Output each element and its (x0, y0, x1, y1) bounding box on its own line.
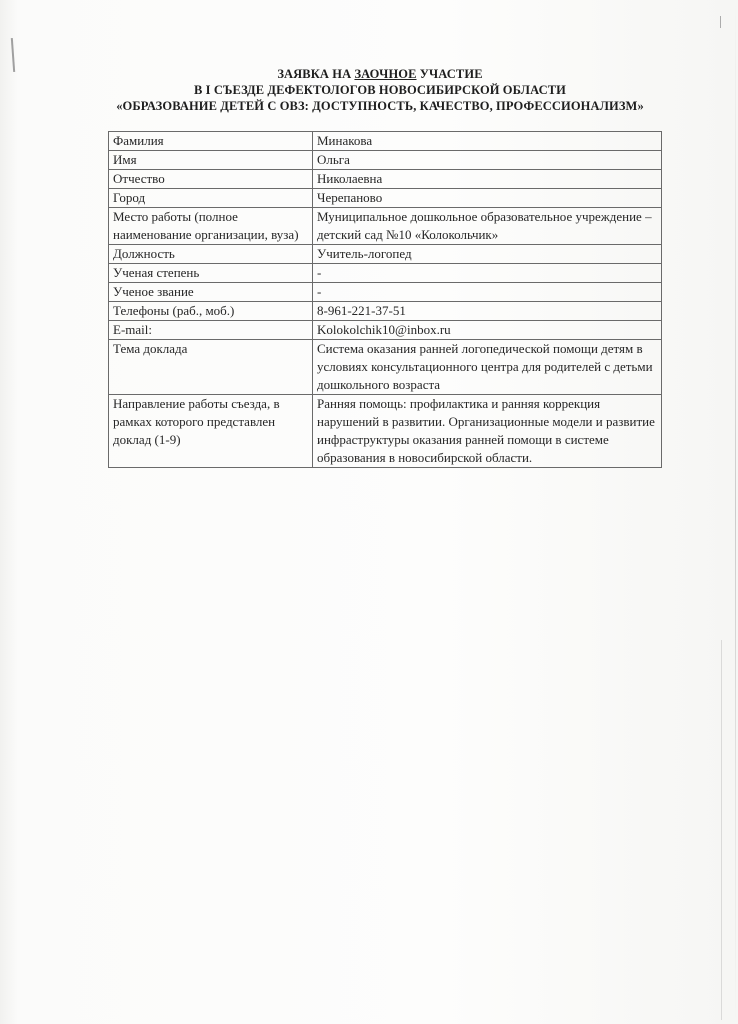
table-row (109, 264, 662, 283)
field-value: Ольга (313, 151, 662, 170)
field-label: Город (109, 189, 313, 208)
field-value: Минакова (313, 132, 662, 151)
field-value: - (313, 283, 662, 302)
application-title (60, 66, 700, 82)
table-row (109, 151, 662, 170)
congress-name: В I СЪЕЗДЕ ДЕФЕКТОЛОГОВ НОВОСИБИРСКОЙ ОБЛАСТИ (194, 83, 566, 97)
table-row (109, 321, 662, 340)
scan-edge-shadow (735, 0, 736, 1024)
title-prefix: ЗАЯВКА НА (277, 67, 355, 81)
table-row (109, 208, 662, 245)
field-value: Муниципальное дошкольное образовательное учреждение – детский сад №10 «Колокольчик» (313, 208, 662, 245)
table-row (109, 132, 662, 151)
table-row (109, 302, 662, 321)
field-label: E-mail: (109, 321, 313, 340)
table-row (109, 340, 662, 395)
table-row (109, 395, 662, 468)
title-underlined-word: ЗАОЧНОЕ (354, 67, 417, 81)
table-row (109, 189, 662, 208)
field-label: Телефоны (раб., моб.) (109, 302, 313, 321)
scan-artifact-tick (720, 16, 721, 28)
field-label: Отчество (109, 170, 313, 189)
congress-theme: «ОБРАЗОВАНИЕ ДЕТЕЙ С ОВЗ: ДОСТУПНОСТЬ, КАЧЕСТВО, ПРОФЕССИОНАЛИЗМ» (116, 99, 644, 113)
field-value: Система оказания ранней логопедической помощи детям в условиях консультационного центра для родителей с детьми дошкольного возраста (313, 340, 662, 395)
field-value: - (313, 264, 662, 283)
field-value: 8-961-221-37-51 (313, 302, 662, 321)
field-label: Тема доклада (109, 340, 313, 395)
table-row (109, 245, 662, 264)
field-label: Фамилия (109, 132, 313, 151)
field-value: Учитель-логопед (313, 245, 662, 264)
field-label: Ученое звание (109, 283, 313, 302)
field-value: Николаевна (313, 170, 662, 189)
table-row (109, 170, 662, 189)
scan-edge-line (721, 640, 722, 1020)
field-label: Должность (109, 245, 313, 264)
title-suffix: УЧАСТИЕ (416, 67, 483, 81)
field-label: Имя (109, 151, 313, 170)
application-form-table (108, 131, 662, 468)
field-value: Черепаново (313, 189, 662, 208)
field-label: Место работы (полное наименование организации, вуза) (109, 208, 313, 245)
field-label: Направление работы съезда, в рамках которого представлен доклад (1-9) (109, 395, 313, 468)
table-row (109, 283, 662, 302)
scan-artifact-mark (11, 38, 15, 72)
field-label: Ученая степень (109, 264, 313, 283)
field-value: Ранняя помощь: профилактика и ранняя коррекция нарушений в развитии. Организационные модели и развитие инфраструктуры оказания ранней помощи в системе образования в новосибирской области. (313, 395, 662, 468)
field-value: Kolokolchik10@inbox.ru (313, 321, 662, 340)
